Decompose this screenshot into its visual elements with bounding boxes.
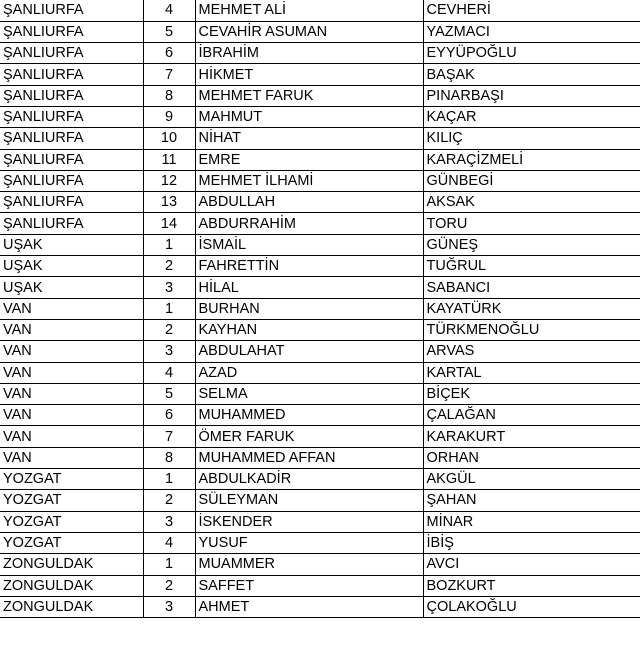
surname-cell: KILIÇ	[423, 128, 640, 149]
city-cell: VAN	[0, 383, 143, 404]
city-cell: VAN	[0, 405, 143, 426]
city-cell: VAN	[0, 298, 143, 319]
list-number-cell: 1	[143, 234, 195, 255]
first-name-cell: HİLAL	[195, 277, 423, 298]
list-number-cell: 5	[143, 21, 195, 42]
surname-cell: KARTAL	[423, 362, 640, 383]
city-cell: ZONGULDAK	[0, 575, 143, 596]
table-row	[0, 192, 640, 213]
first-name-cell: ABDULAHAT	[195, 341, 423, 362]
first-name-cell: MUHAMMED	[195, 405, 423, 426]
table-row	[0, 298, 640, 319]
surname-cell: BAŞAK	[423, 64, 640, 85]
city-cell: YOZGAT	[0, 469, 143, 490]
table-row	[0, 106, 640, 127]
surname-cell: CEVHERİ	[423, 0, 640, 21]
first-name-cell: NİHAT	[195, 128, 423, 149]
table-row	[0, 596, 640, 617]
surname-cell: KARAKURT	[423, 426, 640, 447]
list-number-cell: 1	[143, 469, 195, 490]
list-number-cell: 7	[143, 64, 195, 85]
surname-cell: TORU	[423, 213, 640, 234]
table-row	[0, 383, 640, 404]
city-cell: UŞAK	[0, 277, 143, 298]
first-name-cell: İBRAHİM	[195, 43, 423, 64]
table-row	[0, 405, 640, 426]
table-row	[0, 234, 640, 255]
list-number-cell: 1	[143, 554, 195, 575]
table-row	[0, 170, 640, 191]
first-name-cell: SAFFET	[195, 575, 423, 596]
city-cell: ZONGULDAK	[0, 554, 143, 575]
list-number-cell: 4	[143, 362, 195, 383]
city-cell: ŞANLIURFA	[0, 0, 143, 21]
surname-cell: ARVAS	[423, 341, 640, 362]
table-row	[0, 341, 640, 362]
city-cell: VAN	[0, 447, 143, 468]
table-row	[0, 532, 640, 553]
city-cell: YOZGAT	[0, 532, 143, 553]
city-cell: ŞANLIURFA	[0, 43, 143, 64]
city-cell: ŞANLIURFA	[0, 64, 143, 85]
first-name-cell: MUHAMMED AFFAN	[195, 447, 423, 468]
first-name-cell: ABDURRAHİM	[195, 213, 423, 234]
surname-cell: BİÇEK	[423, 383, 640, 404]
first-name-cell: BURHAN	[195, 298, 423, 319]
city-cell: ŞANLIURFA	[0, 192, 143, 213]
surname-cell: ŞAHAN	[423, 490, 640, 511]
table-row	[0, 0, 640, 21]
table-row	[0, 469, 640, 490]
surname-cell: AVCI	[423, 554, 640, 575]
surname-cell: YAZMACI	[423, 21, 640, 42]
surname-cell: TUĞRUL	[423, 256, 640, 277]
list-number-cell: 11	[143, 149, 195, 170]
list-number-cell: 2	[143, 575, 195, 596]
list-number-cell: 3	[143, 341, 195, 362]
table-row	[0, 277, 640, 298]
city-cell: YOZGAT	[0, 511, 143, 532]
list-number-cell: 14	[143, 213, 195, 234]
table-row	[0, 256, 640, 277]
city-cell: ŞANLIURFA	[0, 21, 143, 42]
surname-cell: KARAÇİZMELİ	[423, 149, 640, 170]
surname-cell: GÜNEŞ	[423, 234, 640, 255]
list-number-cell: 1	[143, 298, 195, 319]
list-number-cell: 7	[143, 426, 195, 447]
first-name-cell: MEHMET FARUK	[195, 85, 423, 106]
list-number-cell: 6	[143, 43, 195, 64]
table-row	[0, 319, 640, 340]
surname-cell: TÜRKMENOĞLU	[423, 319, 640, 340]
surname-cell: EYYÜPOĞLU	[423, 43, 640, 64]
city-cell: VAN	[0, 362, 143, 383]
list-number-cell: 2	[143, 490, 195, 511]
first-name-cell: MEHMET ALİ	[195, 0, 423, 21]
surname-cell: GÜNBEGİ	[423, 170, 640, 191]
city-cell: VAN	[0, 426, 143, 447]
list-number-cell: 2	[143, 319, 195, 340]
city-cell: ŞANLIURFA	[0, 128, 143, 149]
surname-cell: ÇOLAKOĞLU	[423, 596, 640, 617]
first-name-cell: YUSUF	[195, 532, 423, 553]
table-row	[0, 43, 640, 64]
first-name-cell: SÜLEYMAN	[195, 490, 423, 511]
table-row	[0, 213, 640, 234]
list-number-cell: 5	[143, 383, 195, 404]
first-name-cell: CEVAHİR ASUMAN	[195, 21, 423, 42]
surname-cell: KAYATÜRK	[423, 298, 640, 319]
city-cell: UŞAK	[0, 234, 143, 255]
list-number-cell: 3	[143, 277, 195, 298]
first-name-cell: MEHMET İLHAMİ	[195, 170, 423, 191]
city-cell: ŞANLIURFA	[0, 213, 143, 234]
first-name-cell: AHMET	[195, 596, 423, 617]
city-cell: VAN	[0, 341, 143, 362]
list-number-cell: 2	[143, 256, 195, 277]
surname-cell: İBİŞ	[423, 532, 640, 553]
first-name-cell: MAHMUT	[195, 106, 423, 127]
first-name-cell: MUAMMER	[195, 554, 423, 575]
surname-cell: ORHAN	[423, 447, 640, 468]
first-name-cell: FAHRETTİN	[195, 256, 423, 277]
city-cell: ŞANLIURFA	[0, 106, 143, 127]
first-name-cell: KAYHAN	[195, 319, 423, 340]
city-cell: ŞANLIURFA	[0, 85, 143, 106]
table-row	[0, 21, 640, 42]
surname-cell: SABANCI	[423, 277, 640, 298]
list-number-cell: 12	[143, 170, 195, 191]
first-name-cell: İSMAİL	[195, 234, 423, 255]
list-number-cell: 8	[143, 85, 195, 106]
first-name-cell: EMRE	[195, 149, 423, 170]
table-row	[0, 362, 640, 383]
table-row	[0, 554, 640, 575]
list-number-cell: 8	[143, 447, 195, 468]
surname-cell: PINARBAŞI	[423, 85, 640, 106]
surname-cell: AKGÜL	[423, 469, 640, 490]
list-number-cell: 4	[143, 532, 195, 553]
table-row	[0, 149, 640, 170]
table-row	[0, 85, 640, 106]
first-name-cell: SELMA	[195, 383, 423, 404]
city-cell: VAN	[0, 319, 143, 340]
list-number-cell: 10	[143, 128, 195, 149]
city-cell: UŞAK	[0, 256, 143, 277]
table-row	[0, 426, 640, 447]
table-row	[0, 64, 640, 85]
city-cell: ŞANLIURFA	[0, 149, 143, 170]
list-number-cell: 13	[143, 192, 195, 213]
list-number-cell: 6	[143, 405, 195, 426]
first-name-cell: AZAD	[195, 362, 423, 383]
first-name-cell: ABDULKADİR	[195, 469, 423, 490]
first-name-cell: ÖMER FARUK	[195, 426, 423, 447]
city-cell: ŞANLIURFA	[0, 170, 143, 191]
surname-cell: BOZKURT	[423, 575, 640, 596]
list-number-cell: 3	[143, 596, 195, 617]
first-name-cell: İSKENDER	[195, 511, 423, 532]
table-row	[0, 575, 640, 596]
list-number-cell: 4	[143, 0, 195, 21]
table-row	[0, 128, 640, 149]
list-number-cell: 3	[143, 511, 195, 532]
first-name-cell: ABDULLAH	[195, 192, 423, 213]
table-row	[0, 511, 640, 532]
table-row	[0, 447, 640, 468]
city-cell: YOZGAT	[0, 490, 143, 511]
surname-cell: MİNAR	[423, 511, 640, 532]
city-cell: ZONGULDAK	[0, 596, 143, 617]
surname-cell: AKSAK	[423, 192, 640, 213]
first-name-cell: HİKMET	[195, 64, 423, 85]
surname-cell: KAÇAR	[423, 106, 640, 127]
list-number-cell: 9	[143, 106, 195, 127]
surname-cell: ÇALAĞAN	[423, 405, 640, 426]
table-row	[0, 490, 640, 511]
